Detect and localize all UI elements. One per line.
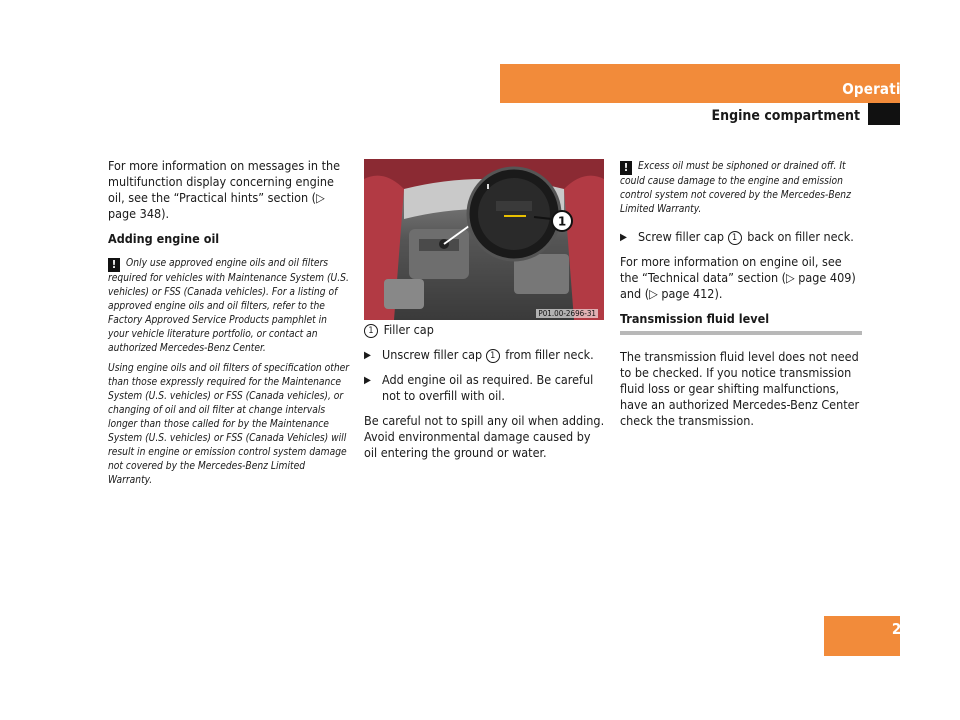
left-column bbox=[108, 158, 350, 494]
page-number-box bbox=[824, 616, 900, 656]
step-add-oil-text: Add engine oil as required. Be careful not to overfill with oil. bbox=[382, 372, 594, 403]
step-arrow-icon: ▶ bbox=[620, 232, 627, 243]
engine-illustration bbox=[364, 159, 604, 320]
step-arrow-icon: ▶ bbox=[364, 375, 371, 386]
title-marker-block bbox=[868, 103, 900, 125]
figure-caption bbox=[364, 322, 606, 338]
step-screw-cap bbox=[620, 229, 862, 245]
warning-exclamation-icon: ! bbox=[620, 161, 632, 175]
filler-cap-label: Filler cap bbox=[383, 322, 434, 337]
page-number: 277 bbox=[891, 620, 920, 638]
right-column bbox=[620, 160, 862, 438]
section-title: Operation bbox=[842, 80, 920, 98]
step-unscrew-text-before: Unscrew filler cap bbox=[382, 347, 483, 362]
warning-note bbox=[108, 257, 350, 356]
transmission-paragraph: The transmission fluid level does not need to be checked. If you notice transmission fluid loss or gear shifting malfunctions, have an authorized Mercedes-Benz Center check the transmission. bbox=[620, 349, 860, 428]
callout-number: 1 bbox=[486, 349, 500, 363]
step-unscrew-text-after: from filler neck. bbox=[505, 347, 594, 362]
svg-text:1: 1 bbox=[557, 214, 567, 229]
callout-number: 1 bbox=[364, 324, 378, 338]
intro-paragraph: For more information on messages in the multifunction display concerning engine oil, see the “Practical hints” section (▷ page 348). bbox=[108, 158, 341, 221]
callout-number: 1 bbox=[728, 231, 742, 245]
step-screw-text-after: back on filler neck. bbox=[747, 229, 854, 244]
adding-oil-heading: Adding engine oil bbox=[108, 231, 220, 246]
excess-oil-warning-text: Excess oil must be siphoned or drained off. It could cause damage to the engine and emission control system not covered by the Mercedes-Benz Limited Warranty. bbox=[620, 161, 851, 215]
warning-exclamation-icon: ! bbox=[108, 258, 120, 272]
step-arrow-icon: ▶ bbox=[364, 350, 371, 361]
step-add-oil bbox=[364, 372, 606, 404]
transmission-heading: Transmission fluid level bbox=[620, 311, 862, 335]
warning-text-1: Only use approved engine oils and oil filters required for vehicles with Maintenance System (U.S. vehicles) or FSS (Canada vehicles). For a listing of approved engine oils and oil filters, refer to the Factory Approved Service Products pamphlet in your vehicle literature portfolio, or contact an authorized Mercedes-Benz Center. bbox=[108, 258, 349, 354]
excess-oil-warning bbox=[620, 160, 862, 217]
photo-reference-code: P01.00-2696-31 bbox=[538, 309, 596, 318]
oil-info-paragraph: For more information on engine oil, see the “Technical data” section (▷ page 409) and (▷ page 412). bbox=[620, 254, 856, 301]
step-unscrew bbox=[364, 347, 606, 363]
step-screw-text-before: Screw filler cap bbox=[638, 229, 725, 244]
section-header-band bbox=[500, 64, 900, 103]
spill-caution-paragraph: Be careful not to spill any oil when adding. Avoid environmental damage caused by oil entering the ground or water. bbox=[364, 413, 605, 460]
middle-column bbox=[364, 322, 606, 470]
warning-text-2: Using engine oils and oil filters of specification other than those expressly required for the Maintenance System (U.S. vehicles) or FSS (Canada vehicles), or changing of oil and oil filter at change intervals longer than those called for by the Maintenance System (U.S. vehicles) or FSS (Canada Vehicles) will result in engine or emission control system damage not covered by the Mercedes-Benz Limited Warranty. bbox=[108, 363, 350, 486]
page-title: Engine compartment bbox=[711, 108, 860, 124]
engine-compartment-photo bbox=[364, 159, 604, 320]
